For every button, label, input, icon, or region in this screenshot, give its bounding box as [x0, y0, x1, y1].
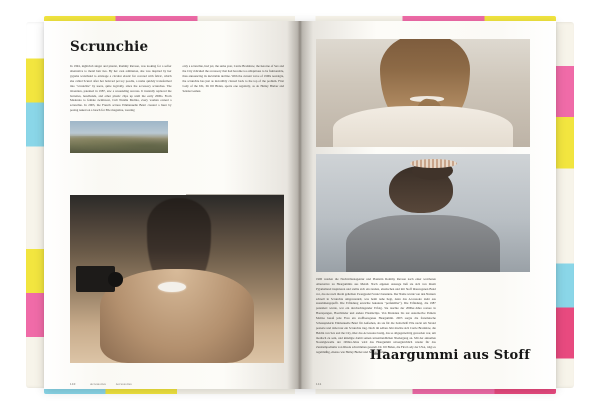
book-edge-right — [554, 22, 574, 388]
woman-with-camera-photo — [70, 195, 284, 363]
book-edge-left — [26, 22, 46, 388]
section-headline: Haargummi aus Stoff — [369, 348, 530, 363]
blouse-shape — [333, 106, 513, 147]
chapter-title: Scrunchie — [70, 39, 149, 55]
body-paragraph: only a scrunchie, had yet, the same year, Carrie Bradshaw, the heroine of Sex and the City ridiculed the accessory that had become too ubiquitous to be fashionable, thus announcing its inevitable decline. With the current wave of 1990s nostalgia, the scrunchie has just as incredibly clawed back to the top of the podium. First Lady of the UK, Dr Jill Biden, sports one regularly, as do Hailey Bieber and Selena Gomez. — [182, 64, 284, 93]
camera-shape — [76, 266, 115, 293]
book-spread — [44, 21, 556, 389]
running-head-left — [90, 382, 141, 386]
page-number-left: 140 — [70, 382, 76, 386]
german-body-text — [316, 277, 436, 355]
left-text-columns — [70, 64, 284, 113]
open-book — [26, 16, 574, 394]
running-head-item: Accessoires — [115, 382, 132, 386]
left-page-content — [70, 39, 284, 377]
left-column-two — [183, 64, 285, 113]
page-number-right: 141 — [316, 382, 322, 386]
ponytail-photo — [316, 39, 530, 147]
bun-hairstyle-photo — [316, 154, 530, 272]
torso-shape — [346, 215, 500, 272]
body-paragraph: In 1994, nightclub singer and pianist, Rommy Revson, was looking for a softer alternative to metal hair ties. By her own admission, she was inspired by her pyjama waistband to envisage a circular elastic fur covered with fabric, which she called Scunci after her beloved pet toy poodle, a name quickly transformed into "scrunchie" by users, quite logically, since the accessory scrunches. The invention, patented in 1987, saw a resounding success. It instantly replaced the barrettes, headbands, and other plastic clips up until the early 2000s. From Madonna to female swimwear, Cult Natalie Molina, every woman owned a scrunchie. In 2003, the French actress Emmanuelle Béart created a buzz by posing naked on a beach for Elle magazine, wearing — [70, 64, 172, 113]
left-column-one — [70, 64, 172, 113]
landscape-photo — [70, 121, 168, 153]
left-page — [44, 21, 300, 389]
body-paragraph: 1990 wurden die Nachrichtenagentur und Pianistin Rommy Revson nach einer weicheren Alternative zu Haargummis aus Metall. Nach eigenen Aussage ließ sie sich von ihrem Pyjamabund inspirieren und stellte sich ein runden, elastischen und mit Stoff überzogenen Band vor, das sie nach ihrem geliebten Zwergpudel Scunci benannte. Der Name wurde von den Nutzern schnell in Scrunchie umgewandelt, was beim nahe liegt, denn das Accessoire zieht aus zusammengepufft. Die Erfindung erreichte bekannte "perfektiller"). Die Erfindung, die 1987 patentiert wurde, war ein durchschlagender Erfolg. Sie tauchte der 2000er-Jahre restore in Haarspangen, Haarbänder und andere Plastikclips. Von Madonna bis zur Automotive Pamela Molina besaß jede Frau ein stoffbezogenes Haargummi. 2003 sorgte die französische Schauspielerin Emmanuelle Béart für Aufsehen, als sie für die Zeitschrift Elle nackt am Strand posierte und dabei nur ein Scrunchie trug. Doch im selben Jahr machte sich Carrie Bradshaw, die Heldin von Sex and the City, über das Accessoire lustig, das so allgegenwärtig geworden war, um modisch zu sein, und kündigte damit seinen unvermeidlichen Niedergang an. Mit der aktuellen Nostalgiewelle der 1990er-Jahre wird das Haargummi unvergleichlich wieder für das Zentrumpodiums von Rhode schwimmen gesandt. Dr. Jill Biden, die First Lady der USA, trägt es regelmäßig, ebenso wie Hailey Bieber und Selena Gomez. — [316, 277, 436, 355]
right-page-content — [316, 39, 530, 377]
right-page — [300, 21, 556, 389]
running-head-item: Accessories — [90, 382, 107, 386]
